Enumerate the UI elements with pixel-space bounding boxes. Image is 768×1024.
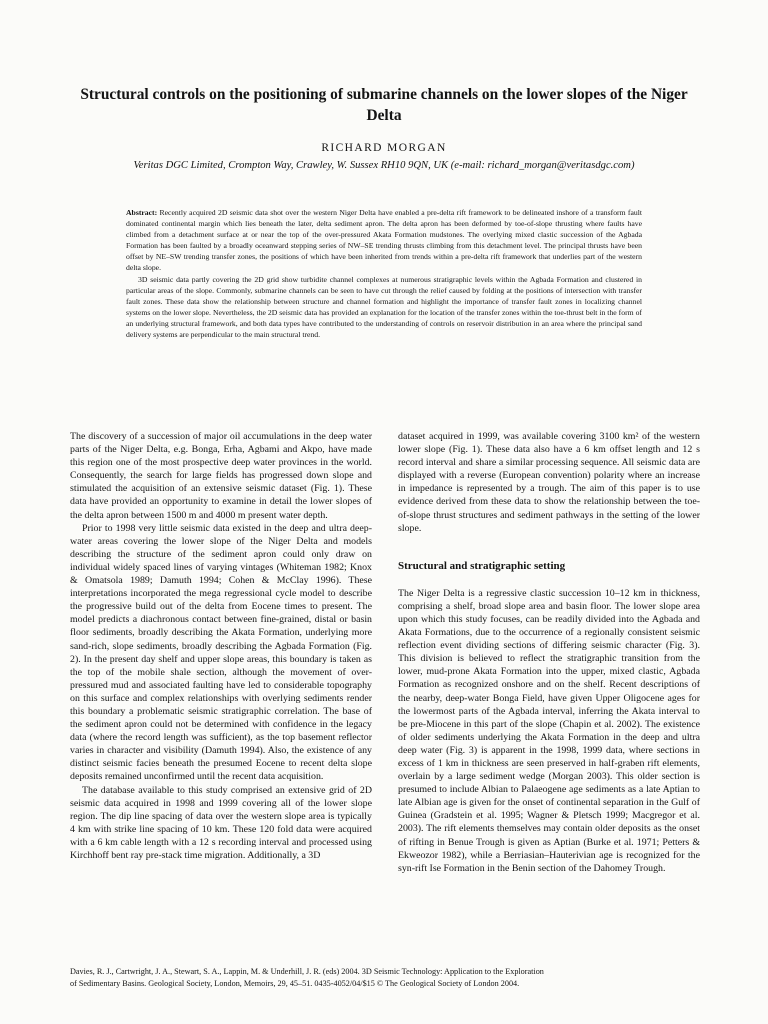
author-affiliation: Veritas DGC Limited, Crompton Way, Crawley, W. Sussex RH10 9QN, UK (e-mail: richard_morgan@veritasdgc.com) bbox=[133, 160, 635, 171]
abstract-paragraph-1 bbox=[126, 207, 642, 274]
body-paragraph: dataset acquired in 1999, was available covering 3100 km² of the western lower slope (Fig. 1). These data also have a 6 km offset length and 12 s record interval and share a similar processing sequence. All seismic data are displayed with a reverse (European convention) polarity where an increase in impedance is represented by a trough. The aim of this paper is to use evidence derived from these data to show the relationship between the toe-of-slope thrust structures and sediment pathways in the setting of the lower slope. bbox=[398, 431, 700, 534]
citation-line-1: Davies, R. J., Cartwright, J. A., Stewart, S. A., Lappin, M. & Underhill, J. R. (eds) 2004. 3D Seismic Technology: Application to the Exploration bbox=[70, 967, 544, 976]
body-paragraph: The database available to this study comprised an extensive grid of 2D seismic data acquired in 1998 and 1999 covering all of the lower slope region. The dip line spacing of data over the western slope area is typically 4 km with strike line spacing of 10 km. These 120 fold data were acquired with a 6 km cable length with a 12 s recording interval and processed using Kirchhoff bent ray pre-stack time migration. Additionally, a 3D bbox=[70, 784, 372, 861]
right-column bbox=[398, 430, 700, 875]
citation-line-2: of Sedimentary Basins. Geological Society, London, Memoirs, 29, 45–51. 0435-4052/04/$15 © The Geological Society of London 2004. bbox=[70, 979, 520, 988]
citation-footer bbox=[70, 966, 698, 990]
body-paragraph: The Niger Delta is a regressive clastic succession 10–12 km in thickness, comprising a shelf, broad slope area and basin floor. The lower slope area upon which this study focuses, can be readily divided into the Agbada and Akata Formations, due to the occurrence of a regionally consistent seismic reflection event dividing sections of differing seismic character (Fig. 3). This division is believed to reflect the stratigraphic transition from the lower, mud-prone Akata Formation into the upper, mixed clastic, Agbada Formation as recognized onshore and on the shelf. Recent descriptions of the nearby, deep-water Bonga Field, have given Upper Oligocene ages for the lowermost parts of the Agbada interval, inferring the Akata interval to be pre-Miocene in this part of the slope (Chapin et al. 2002). The existence of older sediments underlying the Akata Formation in the deep and ultra deep water (Fig. 3) is apparent in the 1998, 1999 data, where sections in excess of 1 km in thickness are seen preserved in half-graben rift elements, overlain by a large sediment wedge (Morgan 2003). This older section is presumed to include Albian to Palaeogene age sediments as a late Aptian to late Albian age is given for the onset of continental separation in the Gulf of Guinea (Gradstein et al. 1995; Wagner & Pletsch 1999; Macgregor et al. 2003). The rift elements themselves may contain older deposits as the onset of rifting in Benue Trough is given as Aptian (Burke et al. 1971; Petters & Ekweozor 1982), while a Berriasian–Hauterivian age is recognized for the syn-rift Ise Formation in the Benin section of the Dahomey Trough. bbox=[398, 587, 700, 874]
left-column bbox=[70, 430, 372, 862]
author-name: RICHARD MORGAN bbox=[321, 142, 447, 154]
body-paragraph: Prior to 1998 very little seismic data existed in the deep and ultra deep-water areas covering the lower slope of the Niger Delta and models describing the structure of the sediment apron could only draw on individual widely spaced lines of varying vintages (Whiteman 1982; Knox & Omatsola 1989; Damuth 1994; Cohen & McClay 1996). These interpretations incorporated the mega regressional cycle model to describe the progressive build out of the delta from Eocene times to present. The model predicts a diachronous contact between fine-grained, distal or basin floor sediments, broadly describing the Akata Formation, underlying more sand-rich, slope sediments, broadly describing the Agbada Formation (Fig. 2). In the present day shelf and upper slope areas, this boundary is taken as the top of the mobile shale section, although the movement of over-pressured mud and associated faulting have led to considerable topography on this surface and complex relationships with overlying sediments render this boundary a problematic seismic stratigraphic correlation. The base of the sediment apron could not be determined with confidence in the legacy data (where the record length was sufficient), as the top basement reflector varies in character and visibility (Damuth 1994). Also, the existence of any distinct seismic facies beneath the presumed Eocene to recent delta slope deposits remained unconfirmed until the recent data acquisition. bbox=[70, 522, 372, 783]
abstract bbox=[126, 207, 642, 340]
section-heading: Structural and stratigraphic setting bbox=[398, 559, 566, 572]
body-paragraph: The discovery of a succession of major oil accumulations in the deep water parts of the Niger Delta, e.g. Bonga, Erha, Agbami and Akpo, have made this region one of the most prospective deep water provinces in the world. Consequently, the search for large fields has progressed down slope and stimulated the acquisition of an extensive seismic dataset (Fig. 1). These data have provided an opportunity to examine in detail the lower slopes of the delta apron between 1500 m and 4000 m present water depth. bbox=[70, 431, 372, 521]
abstract-label: Abstract: bbox=[126, 208, 158, 217]
paper-title: Structural controls on the positioning of submarine channels on the lower slopes of the Niger Delta bbox=[80, 86, 688, 124]
abstract-text-1: Recently acquired 2D seismic data shot over the western Niger Delta have enabled a pre-delta rift framework to be delineated inshore of a transform fault dominated continental margin which lies beneath the later, delta sediment apron. The delta apron has been deformed by toe-of-slope thrusting where faults have climbed from a detachment surface at or near the top of the over-pressured Akata Formation mudstones. The overlying mixed clastic succession of the Agbada Formation has been faulted by a broadly oceanward stepping series of NW–SE trending thrusts climbing from this detachment level. The principal thrusts have been offset by NE–SW trending transfer zones, the positions of which have been inherited from trends within a pre-delta rift framework that underlies part of the western delta slope. bbox=[126, 208, 643, 273]
abstract-paragraph-2: 3D seismic data partly covering the 2D grid show turbidite channel complexes at numerous stratigraphic levels within the Agbada Formation and clustered in particular areas of the slope. Commonly, submarine channels can be seen to have cut through the relief caused by folding at the positions of intersection with transfer fault zones. These data show the relationship between structure and channel formation and highlight the importance of transfer fault zones in localizing channel systems on the lower slope. Nevertheless, the 2D seismic data has provided an explanation for the location of the transfer zones within the toe-thrust belt in the form of an underlying structural framework, and both data types have contributed to the understanding of controls on reservoir distribution in an area where the principal sand delivery systems are perpendicular to the main structural trend. bbox=[126, 274, 642, 340]
